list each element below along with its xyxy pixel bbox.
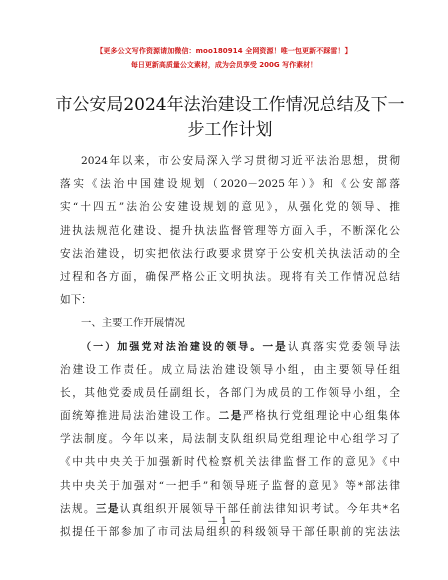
- body-text: 法规。: [60, 502, 96, 515]
- body-line: 长，其他党委成员任副组长，各部门为成员的工作领导小组，全: [60, 386, 400, 399]
- page-number: — 1 —: [207, 516, 241, 527]
- title-line-2: 步工作计划: [187, 120, 273, 140]
- promo-banner-line-1: 【更多公文写作资源请加微信：moo180914 全网资源！唯一包更新不踩雷！】: [96, 47, 352, 55]
- intro-line: 如下：: [60, 294, 92, 307]
- subsection-line: [60, 336, 400, 359]
- body-line: 拟提任干部参加了市司法局组织的科级领导干部任职前的宪法法: [60, 526, 400, 538]
- point-text: 认真落实党委领导法: [287, 340, 400, 353]
- body-line: 共中央关于加强对“一把手”和领导班子监督的意见》等*部法律: [60, 479, 400, 492]
- document-body: [60, 150, 400, 544]
- intro-line: 2024年以来，市公安局深入学习贯彻习近平法治思想，贯彻: [81, 155, 400, 167]
- promo-banner-line-2: 每日更新高质量公文素材，成为会员享受 200G 写作素材！: [130, 61, 318, 69]
- point-marker: 一是: [262, 340, 288, 353]
- point-marker: 二是: [218, 410, 244, 423]
- body-line: [60, 405, 400, 428]
- intro-line: 实“十四五”法治公安建设规划的意见》，从强化党的领导、推: [60, 201, 400, 214]
- body-line: 《中共中央关于加强新时代检察机关法律监督工作的意见》《中: [60, 456, 400, 469]
- point-text: 严格执行党组理论中心组集体: [243, 410, 400, 423]
- intro-line: 安法治建设，切实把依法行政要求贯穿于公安机关执法活动的全: [60, 247, 400, 260]
- body-line: 学法制度。今年以来，局法制支队组织局党组理论中心组学习了: [60, 433, 400, 446]
- body-text: 面统筹推进局法治建设工作。: [60, 410, 219, 423]
- intro-line: 落实《法治中国建设规划（2020－2025年）》和《公安部落: [60, 178, 400, 191]
- subsection-heading: （一）加强党对法治建设的领导。: [81, 341, 263, 353]
- title-line-1: 市公安局2024年法治建设工作情况总结及下一: [55, 95, 405, 115]
- section-heading: 一、主要工作开展情况: [81, 317, 185, 330]
- body-line: 治建设工作责任。成立局法治建设领导小组，由主要领导任组: [60, 363, 400, 376]
- point-marker: 三是: [95, 502, 120, 515]
- point-text: 认真组织开展领导干部任前法律知识考试。今年共*名: [119, 502, 400, 515]
- intro-line: 过程和各方面，确保严格公正文明执法。现将有关工作情况总结: [60, 270, 400, 283]
- intro-line: 进执法规范化建设、提升执法监督管理等方面入手，不断深化公: [60, 224, 400, 237]
- document-title: [50, 93, 410, 143]
